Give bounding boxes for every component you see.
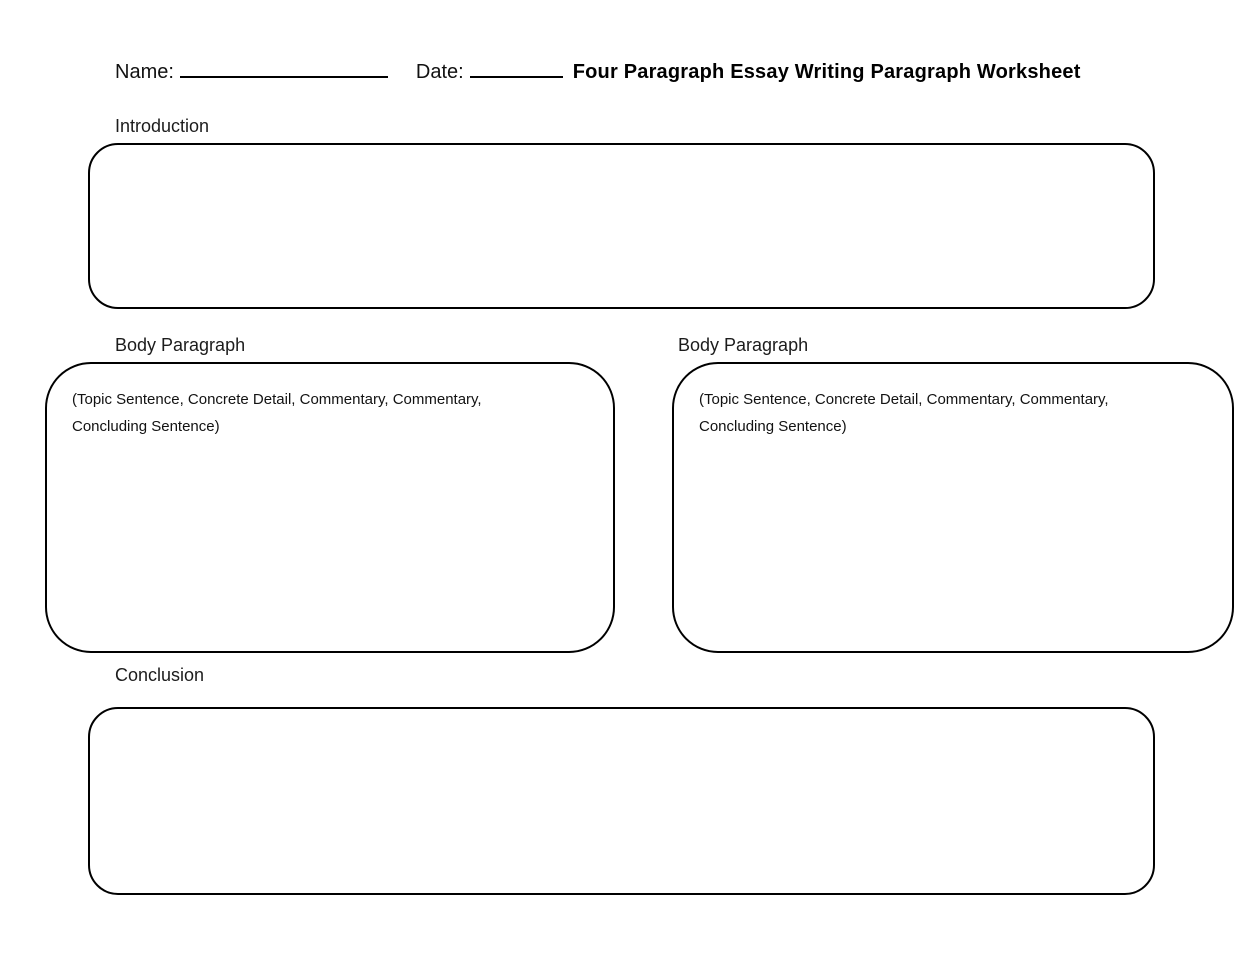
name-label: Name: — [115, 61, 174, 83]
conclusion-label: Conclusion — [115, 665, 205, 685]
name-blank-line[interactable] — [180, 58, 388, 78]
page-title: Four Paragraph Essay Writing Paragraph Worksheet — [572, 61, 1081, 83]
body-paragraph-left-hint — [72, 386, 583, 440]
body-paragraph-left-label: Body Paragraph — [115, 335, 246, 355]
body-paragraph-right-writing-box[interactable] — [672, 362, 1234, 653]
hint-line: Concluding Sentence) — [699, 418, 847, 435]
date-blank-line[interactable] — [470, 58, 563, 78]
body-paragraph-right-hint — [699, 386, 1202, 440]
hint-line: (Topic Sentence, Concrete Detail, Commentary, Commentary, — [72, 391, 482, 408]
conclusion-writing-box[interactable] — [88, 707, 1155, 895]
body-paragraph-right-label: Body Paragraph — [678, 335, 809, 355]
body-paragraph-left-writing-box[interactable] — [45, 362, 615, 653]
hint-line: (Topic Sentence, Concrete Detail, Commentary, Commentary, — [699, 391, 1109, 408]
introduction-writing-box[interactable] — [88, 143, 1155, 309]
date-label: Date: — [415, 61, 464, 83]
introduction-label: Introduction — [115, 116, 210, 136]
hint-line: Concluding Sentence) — [72, 418, 220, 435]
worksheet-header — [115, 58, 1081, 84]
